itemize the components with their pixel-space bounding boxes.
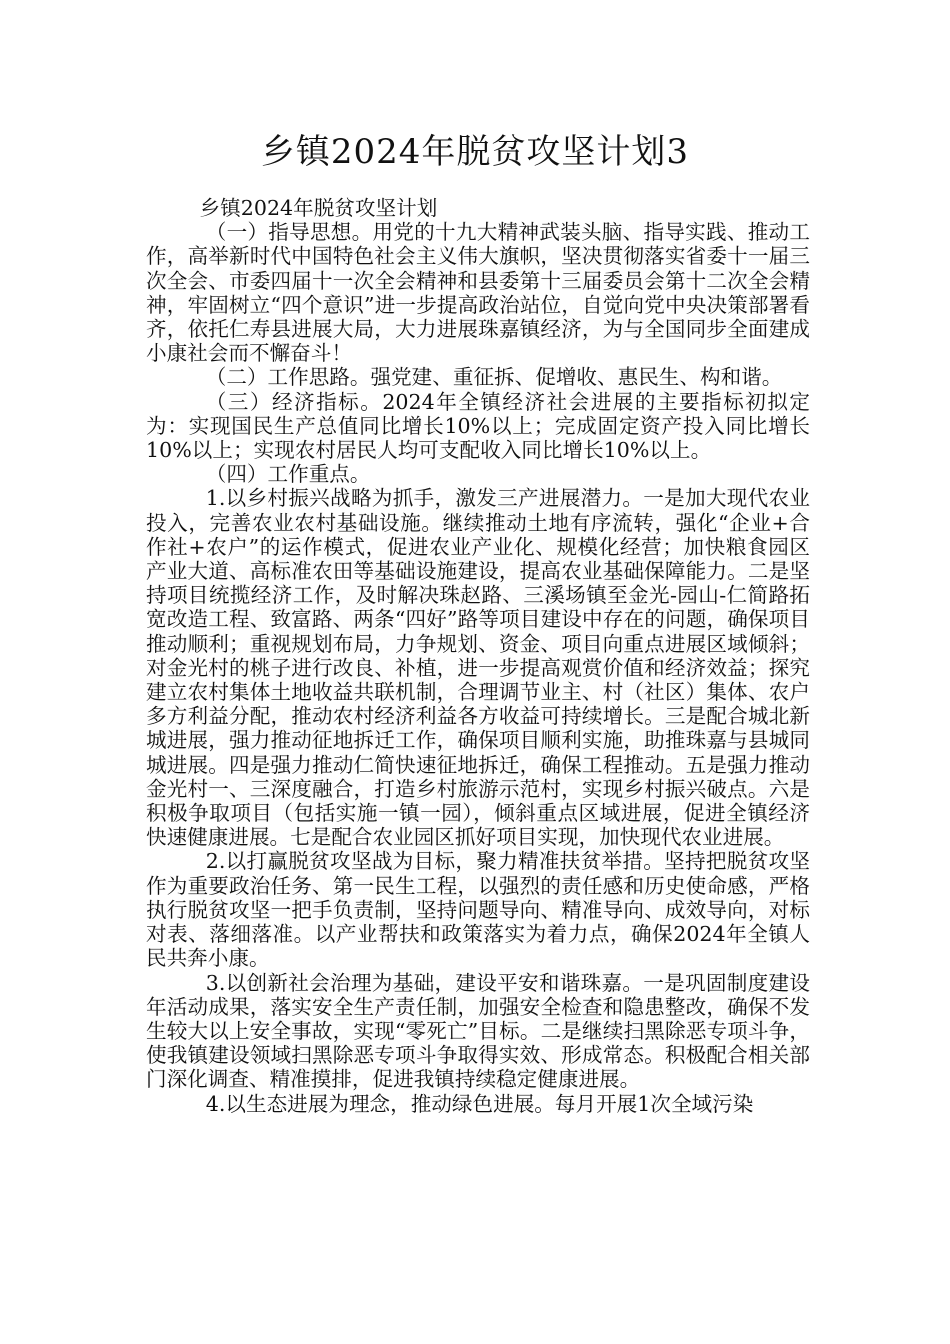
paragraph-rural-revitalization: 1.以乡村振兴战略为抓手，激发三产进展潜力。一是加大现代农业投入，完善农业农村基础设施。继续推动土地有序流转，强化“企业+合作社+农户”的运作模式，促进农业产业化、规模化经营；加快粮食园区产业大道、高标准农田等基础设施建设，提高农业基础保障能力。二是坚持项目统揽经济工作，及时解决珠赵路、三溪场镇至金光-园山-仁简路拓宽改造工程、致富路、两条“四好”路等项目建设中存在的问题，确保项目推动顺利；重视规划布局，力争规划、资金、项目向重点进展区域倾斜；对金光村的桃子进行改良、补植，进一步提高观赏价值和经济效益；探究建立农村集体土地收益共联机制，合理调节业主、村（社区）集体、农户多方利益分配，推动农村经济利益各方收益可持续增长。三是配合城北新城进展，强力推动征地拆迁工作，确保项目顺利实施，助推珠嘉与县城同城进展。四是强力推动仁简快速征地拆迁，确保工程推动。五是强力推动金光村一、三深度融合，打造乡村旅游示范村，实现乡村振兴破点。六是积极争取项目（包括实施一镇一园），倾斜重点区域进展，促进全镇经济快速健康进展。七是配合农业园区抓好项目实现，加快现代农业进展。 — [146, 486, 810, 850]
paragraph-social-governance: 3.以创新社会治理为基础，建设平安和谐珠嘉。一是巩固制度建设年活动成果，落实安全生产责任制，加强安全检查和隐患整改，确保不发生较大以上安全事故，实现“零死亡”目标。二是继续扫黑除恶专项斗争，使我镇建设领域扫黑除恶专项斗争取得实效、形成常态。积极配合相关部门深化调查、精准摸排，促进我镇持续稳定健康进展。 — [146, 970, 810, 1092]
paragraph-guiding-thought: （一）指导思想。用党的十九大精神武装头脑、指导实践、推动工作，高举新时代中国特色社会主义伟大旗帜，坚决贯彻落实省委十一届三次全会、市委四届十一次全会精神和县委第十三届委员会第十二次全会精神，牢固树立“四个意识”进一步提高政治站位，自觉向党中央决策部署看齐，依托仁寿县进展大局，大力进展珠嘉镇经济，为与全国同步全面建成小康社会而不懈奋斗！ — [146, 220, 810, 366]
document-body — [146, 196, 810, 1116]
document-title: 乡镇2024年脱贫攻坚计划3 — [260, 132, 690, 172]
paragraph-work-approach: （二）工作思路。强党建、重征拆、促增收、惠民生、构和谐。 — [205, 365, 783, 390]
paragraph-ecological-development: 4.以生态进展为理念，推动绿色进展。每月开展1次全域污染 — [205, 1091, 754, 1116]
document-subtitle: 乡镇2024年脱贫攻坚计划 — [199, 196, 438, 220]
paragraph-economic-targets: （三）经济指标。2024年全镇经济社会进展的主要指标初拟定为：实现国民生产总值同比增长10%以上；完成固定资产投入同比增长10%以上；实现农村居民人均可支配收入同比增长10%以上。 — [146, 389, 810, 463]
paragraph-poverty-alleviation: 2.以打赢脱贫攻坚战为目标，聚力精准扶贫举措。坚持把脱贫攻坚作为重要政治任务、第一民生工程，以强烈的责任感和历史使命感，严格执行脱贫攻坚一把手负责制，坚持问题导向、精准导向、成效导向，对标对表、落细落准。以产业帮扶和政策落实为着力点，确保2024年全镇人民共奔小康。 — [146, 849, 810, 971]
paragraph-work-focus-heading: （四）工作重点。 — [205, 462, 371, 487]
